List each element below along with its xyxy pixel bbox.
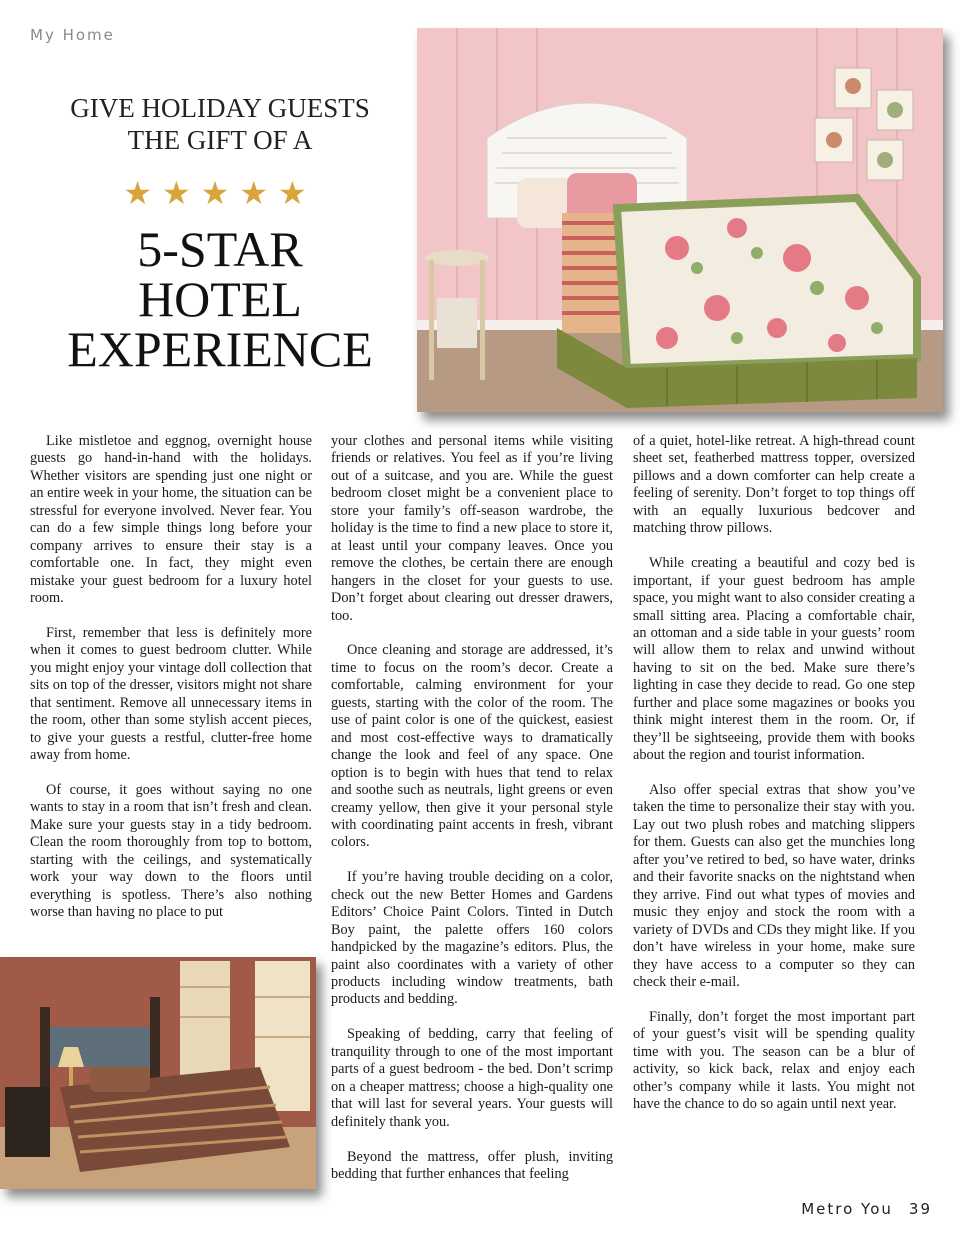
paragraph: Like mistletoe and eggnog, overnight house guests go hand-in-hand with the holidays. Whether visitors are spending just one night or an entire week in your home, the situation can be stressful for everyone involved. Never fear. You can do a few simple things long before your company arrives to ensure their stay is a comfortable one. In fact, they might even mistake your guest bedroom for a luxury hotel room. (30, 433, 312, 607)
paragraph: Speaking of bedding, carry that feeling of tranquility through to one of the most important parts of a guest bedroom - the bed. Don’t scrimp on a cheaper mattress; choose a high-quality one that will last for several years. Your guests will definitely thank you. (331, 1026, 613, 1130)
article-column-1 (30, 433, 312, 939)
section-label: My Home (30, 26, 115, 44)
paragraph: If you’re having trouble deciding on a color, check out the new Better Homes and Gardens Editors’ Choice Paint Colors. Tinted in Dutch Boy paint, the palette offers 160 colors handpicked by the magazine’s editors. Plus, the paint also coordinates with a variety of other products including window treatments, bath products and bedding. (331, 869, 613, 1008)
five-stars-icon: ★★★★★ (123, 174, 317, 212)
headline-line-2: HOTEL (138, 271, 302, 327)
headline-line-1: 5-STAR (137, 221, 303, 277)
paragraph: your clothes and personal items while visiting friends or relatives. You feel as if you’re living out of a suitcase, and you are. While the guest bedroom closet might be a convenient place to store your family’s off-season wardrobe, the holiday is the time to find a new place to store it, at least until your company leaves. Once you remove the clothes, be certain there are enough hangers in the closet for your guests to use. Don’t forget about clearing out dresser drawers, too. (331, 433, 613, 624)
headline (30, 92, 410, 377)
article-column-2 (331, 433, 613, 1201)
paragraph: While creating a beautiful and cozy bed is important, if your guest bedroom has ample space, you might want to also consider creating a small sitting area. Placing a comfortable chair, an ottoman and a side table in your guests’ room will allow them to relax and unwind without having to sit on the bed. Make sure there’s lighting in case they decide to read. Go one step further and place some magazines or books you think might interest them in the room. Or, if they’ll be sightseeing, provide them with books about the region and tourist information. (633, 555, 915, 764)
paragraph: Once cleaning and storage are addressed, it’s time to focus on the room’s decor. Create a comfortable, calming environment for your guests, starting with the color of the room. The use of paint color is one of the quickest, easiest and most cost-effective ways to dramatically change the look and feel of any space. One option is to begin with hues that tend to relax and soothe such as neutrals, light greens or even creamy yellow, then give it your personal style with coordinating paint accents in fresh, vibrant colors. (331, 642, 613, 851)
page-number: 39 (908, 1200, 932, 1218)
paragraph: of a quiet, hotel-like retreat. A high-thread count sheet set, featherbed mattress topper, oversized pillows and a down comforter can help create a feeling of serenity. Don’t forget to top things off with an equally luxurious bedcover and matching throw pillows. (633, 433, 915, 537)
paragraph: Finally, don’t forget the most important part of your guest’s visit will be spending quality time with you. The season can be a blur of activity, so kick back, relax and enjoy each other’s company while it lasts. You might not have the chance to do so again until next year. (633, 1008, 915, 1113)
publication-name: Metro You (801, 1200, 893, 1218)
paragraph: Beyond the mattress, offer plush, inviting bedding that further enhances that feeling (331, 1148, 613, 1182)
paragraph: First, remember that less is definitely more when it comes to guest bedroom clutter. While you might enjoy your vintage doll collection that sits on top of the dresser, visitors might not share that sentiment. Remove all unnecessary items in the room, other than some stylish accent pieces, to give your guests a restful, clutter-free home away from home. (30, 624, 312, 764)
page-footer (801, 1200, 932, 1218)
brown-bed-photo (0, 957, 316, 1189)
floral-bed-photo (417, 28, 943, 412)
paragraph: Of course, it goes without saying no one wants to stay in a room that isn’t fresh and clean. Make sure your guests stay in a tidy bedroom. Clean the room thoroughly from top to bottom, starting with the ceilings, and systematically work your way down to the floors until everything is spotless. There’s also nothing worse than having no place to put (30, 782, 312, 921)
headline-line-3: EXPERIENCE (67, 321, 373, 377)
headline-kicker-1: GIVE HOLIDAY GUESTS (70, 93, 370, 123)
paragraph: Also offer special extras that show you’ve taken the time to personalize their stay with you. Lay out two plush robes and matching slippers for them. Guests can also get the munchies long after you’ve retired to bed, so have water, drinks and their favorite snacks on the nightstand when they arrive. Find out what types of movies and music they enjoy and stock the room with a variety of DVDs and CDs they might like. If you don’t have wireless in your home, make sure they have access to a computer so they can check their e-mail. (633, 782, 915, 991)
headline-kicker-2: THE GIFT OF A (127, 125, 313, 155)
article-column-3 (633, 433, 915, 1131)
